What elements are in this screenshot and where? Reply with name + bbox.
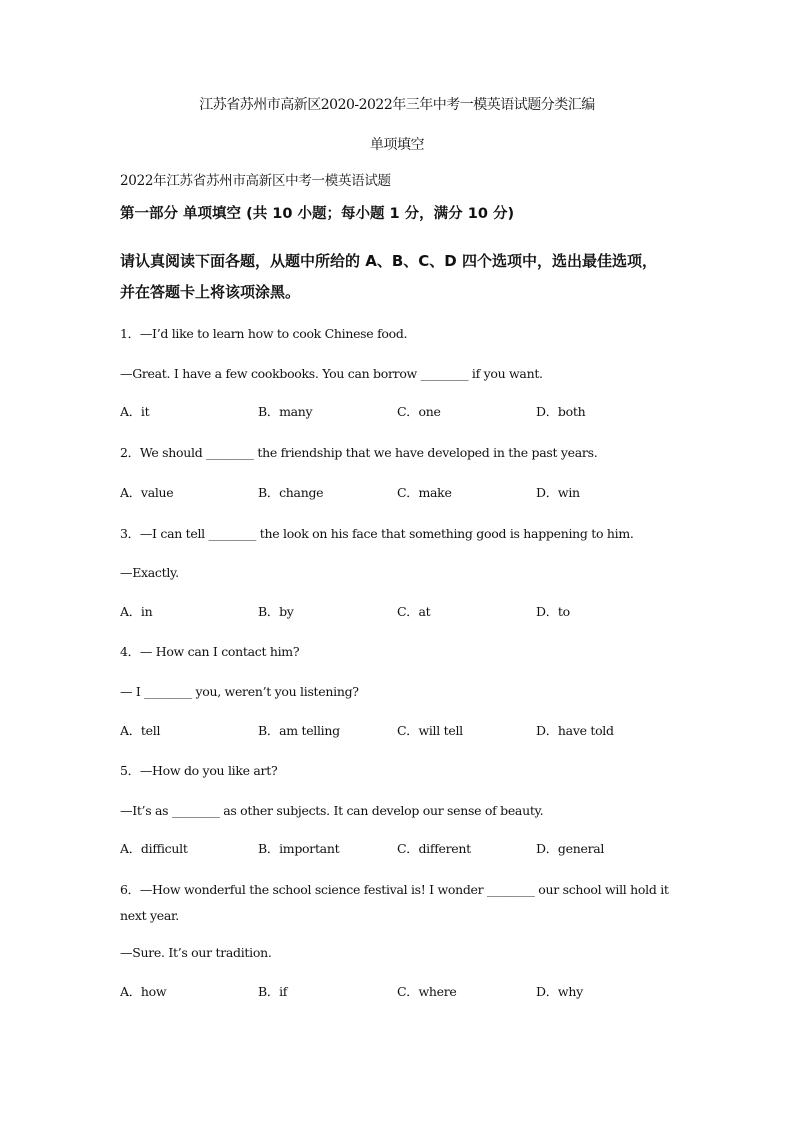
question-6-stem-line-2: next year. (120, 908, 179, 923)
section-heading: 第一部分 单项填空 (共 10 小题；每小题 1 分，满分 10 分) (120, 206, 515, 222)
question-4-stem-line-1: 4．— How can I contact him? (120, 644, 300, 659)
question-3-stem-line-1: 3．—I can tell ________ the look on his face that something good is happening to him. (120, 526, 634, 541)
document-title: 江苏省苏州市高新区2020-2022年三年中考一模英语试题分类汇编 (199, 97, 595, 113)
question-5-stem-line-2: —It’s as ________ as other subjects. It can develop our sense of beauty. (120, 803, 544, 818)
question-1-option-b: B．many (258, 404, 313, 419)
question-2-option-b: B．change (258, 485, 324, 500)
question-2-option-c: C．make (397, 485, 452, 500)
question-5-option-a: A．difficult (120, 841, 188, 856)
question-6-option-d: D．why (536, 984, 583, 999)
question-3-option-b: B．by (258, 604, 294, 619)
question-2-stem-line-1: 2．We should ________ the friendship that we have developed in the past years. (120, 445, 598, 460)
question-1-stem-line-2: —Great. I have a few cookbooks. You can borrow ________ if you want. (120, 366, 543, 381)
document-subtitle: 单项填空 (370, 137, 424, 153)
question-1-option-c: C．one (397, 404, 441, 419)
question-5-stem-line-1: 5．—How do you like art? (120, 763, 278, 778)
instruction-line-2: 并在答题卡上将该项涂黑。 (120, 283, 301, 301)
question-6-option-a: A．how (120, 984, 167, 999)
question-2-option-d: D．win (536, 485, 580, 500)
question-4-option-d: D．have told (536, 723, 614, 738)
exam-name: 2022年江苏省苏州市高新区中考一模英语试题 (120, 173, 391, 189)
question-1-option-a: A．it (120, 404, 150, 419)
question-3-stem-line-2: —Exactly. (120, 565, 179, 580)
question-4-option-c: C．will tell (397, 723, 463, 738)
question-4-stem-line-2: — I ________ you, weren’t you listening? (120, 684, 359, 699)
question-3-option-c: C．at (397, 604, 431, 619)
question-4-option-b: B．am telling (258, 723, 340, 738)
question-6-stem-line-1: 6．—How wonderful the school science festival is! I wonder ________ our school will hold it (120, 882, 669, 897)
question-6-option-b: B．if (258, 984, 288, 999)
question-3-option-d: D．to (536, 604, 570, 619)
instruction-line-1: 请认真阅读下面各题，从题中所给的 A、B、C、D 四个选项中，选出最佳选项， (120, 252, 657, 270)
question-1-option-d: D．both (536, 404, 586, 419)
question-4-option-a: A．tell (120, 723, 161, 738)
question-1-stem-line-1: 1．—I’d like to learn how to cook Chinese food. (120, 326, 408, 341)
question-5-option-c: C．different (397, 841, 471, 856)
question-5-option-d: D．general (536, 841, 605, 856)
question-5-option-b: B．important (258, 841, 340, 856)
question-6-option-c: C．where (397, 984, 457, 999)
question-3-option-a: A．in (120, 604, 153, 619)
question-2-option-a: A．value (120, 485, 174, 500)
question-6-stem-line-3: —Sure. It’s our tradition. (120, 945, 272, 960)
